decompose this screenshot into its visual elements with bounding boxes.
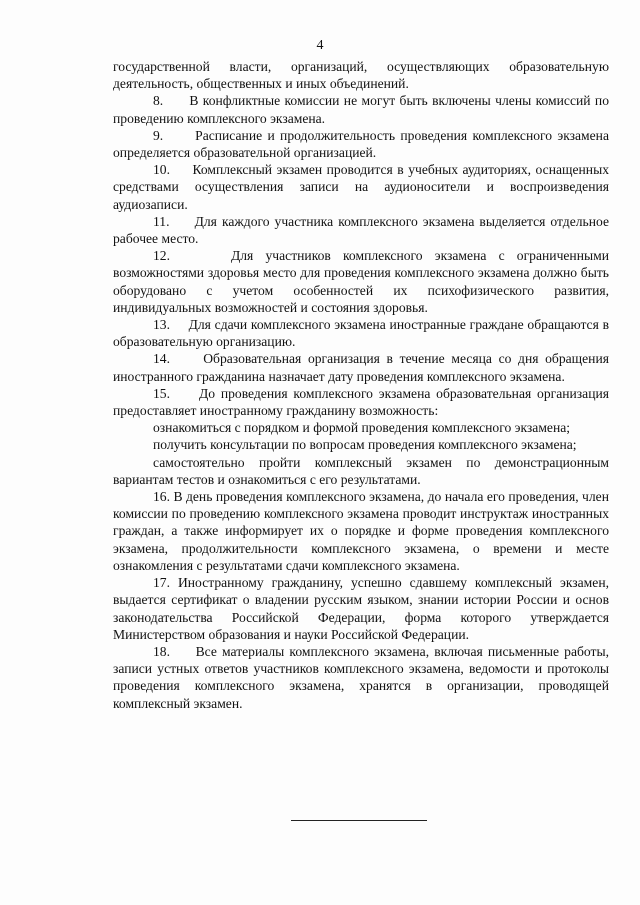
paragraph-item-17: 17. Иностранному гражданину, успешно сдавшему комплексный экзамен, выдается сертификат о владении русским языком, знании истории России и основ законодательства Российской Федерации, форма которого утверждается Министерством образования и науки Российской Федерации. [113, 575, 609, 642]
paragraph-subitem-familiarize: ознакомиться с порядком и формой проведения комплексного экзамена; [153, 420, 571, 436]
paragraph-item-13: 13. Для сдачи комплексного экзамена иностранные граждане обращаются в образовательную организацию. [113, 317, 609, 350]
paragraph-item-16: 16. В день проведения комплексного экзамена, до начала его проведения, член комиссии по проведению комплексного экзамена проводит инструктаж иностранных граждан, а также информирует их о порядке и форме проведения комплексного экзамена, продолжительности комплексного экзамена, о времени и месте ознакомления с результатами сдачи комплексного экзамена. [113, 489, 609, 573]
page-number: 4 [316, 38, 324, 53]
paragraph-item-11: 11. Для каждого участника комплексного экзамена выделяется отдельное рабочее место. [113, 213, 609, 247]
paragraph-item-9: 9. Расписание и продолжительность проведения комплексного экзамена определяется образовательной организацией. [113, 127, 609, 161]
document-body [113, 58, 609, 712]
paragraph-item-12: 12. Для участников комплексного экзамена с ограниченными возможностями здоровья место для проведения комплексного экзамена должно быть оборудовано с учетом особенностей их психофизического развития, индивидуальных возможностей и состояния здоровья. [113, 248, 609, 315]
paragraph-item-10: 10. Комплексный экзамен проводится в учебных аудиториях, оснащенных средствами осуществления записи на аудионосители и воспроизведения аудиозаписи. [113, 162, 609, 212]
end-of-document-rule [291, 820, 427, 821]
paragraph-item-15: 15. До проведения комплексного экзамена образовательная организация предоставляет иностранному гражданину возможность: [113, 385, 609, 419]
paragraph-continuation: государственной власти, организаций, осуществляющих образовательную деятельность, общественных и иных объединений. [113, 59, 609, 92]
paragraph-item-14: 14. Образовательная организация в течение месяца со дня обращения иностранного гражданина назначает дату проведения комплексного экзамена. [113, 351, 609, 384]
paragraph-subitem-demo-test: самостоятельно пройти комплексный экзамен по демонстрационным вариантам тестов и ознакомиться с его результатами. [113, 454, 609, 487]
paragraph-subitem-consult: получить консультации по вопросам проведения комплексного экзамена; [153, 437, 577, 453]
paragraph-item-8: 8. В конфликтные комиссии не могут быть включены члены комиссий по проведению комплексного экзамена. [113, 93, 609, 126]
paragraph-item-18: 18. Все материалы комплексного экзамена, включая письменные работы, записи устных ответов участников комплексного экзамена, ведомости и протоколы проведения комплексного экзамена, хранятся в организации, проводящей комплексный экзамен. [113, 643, 609, 711]
